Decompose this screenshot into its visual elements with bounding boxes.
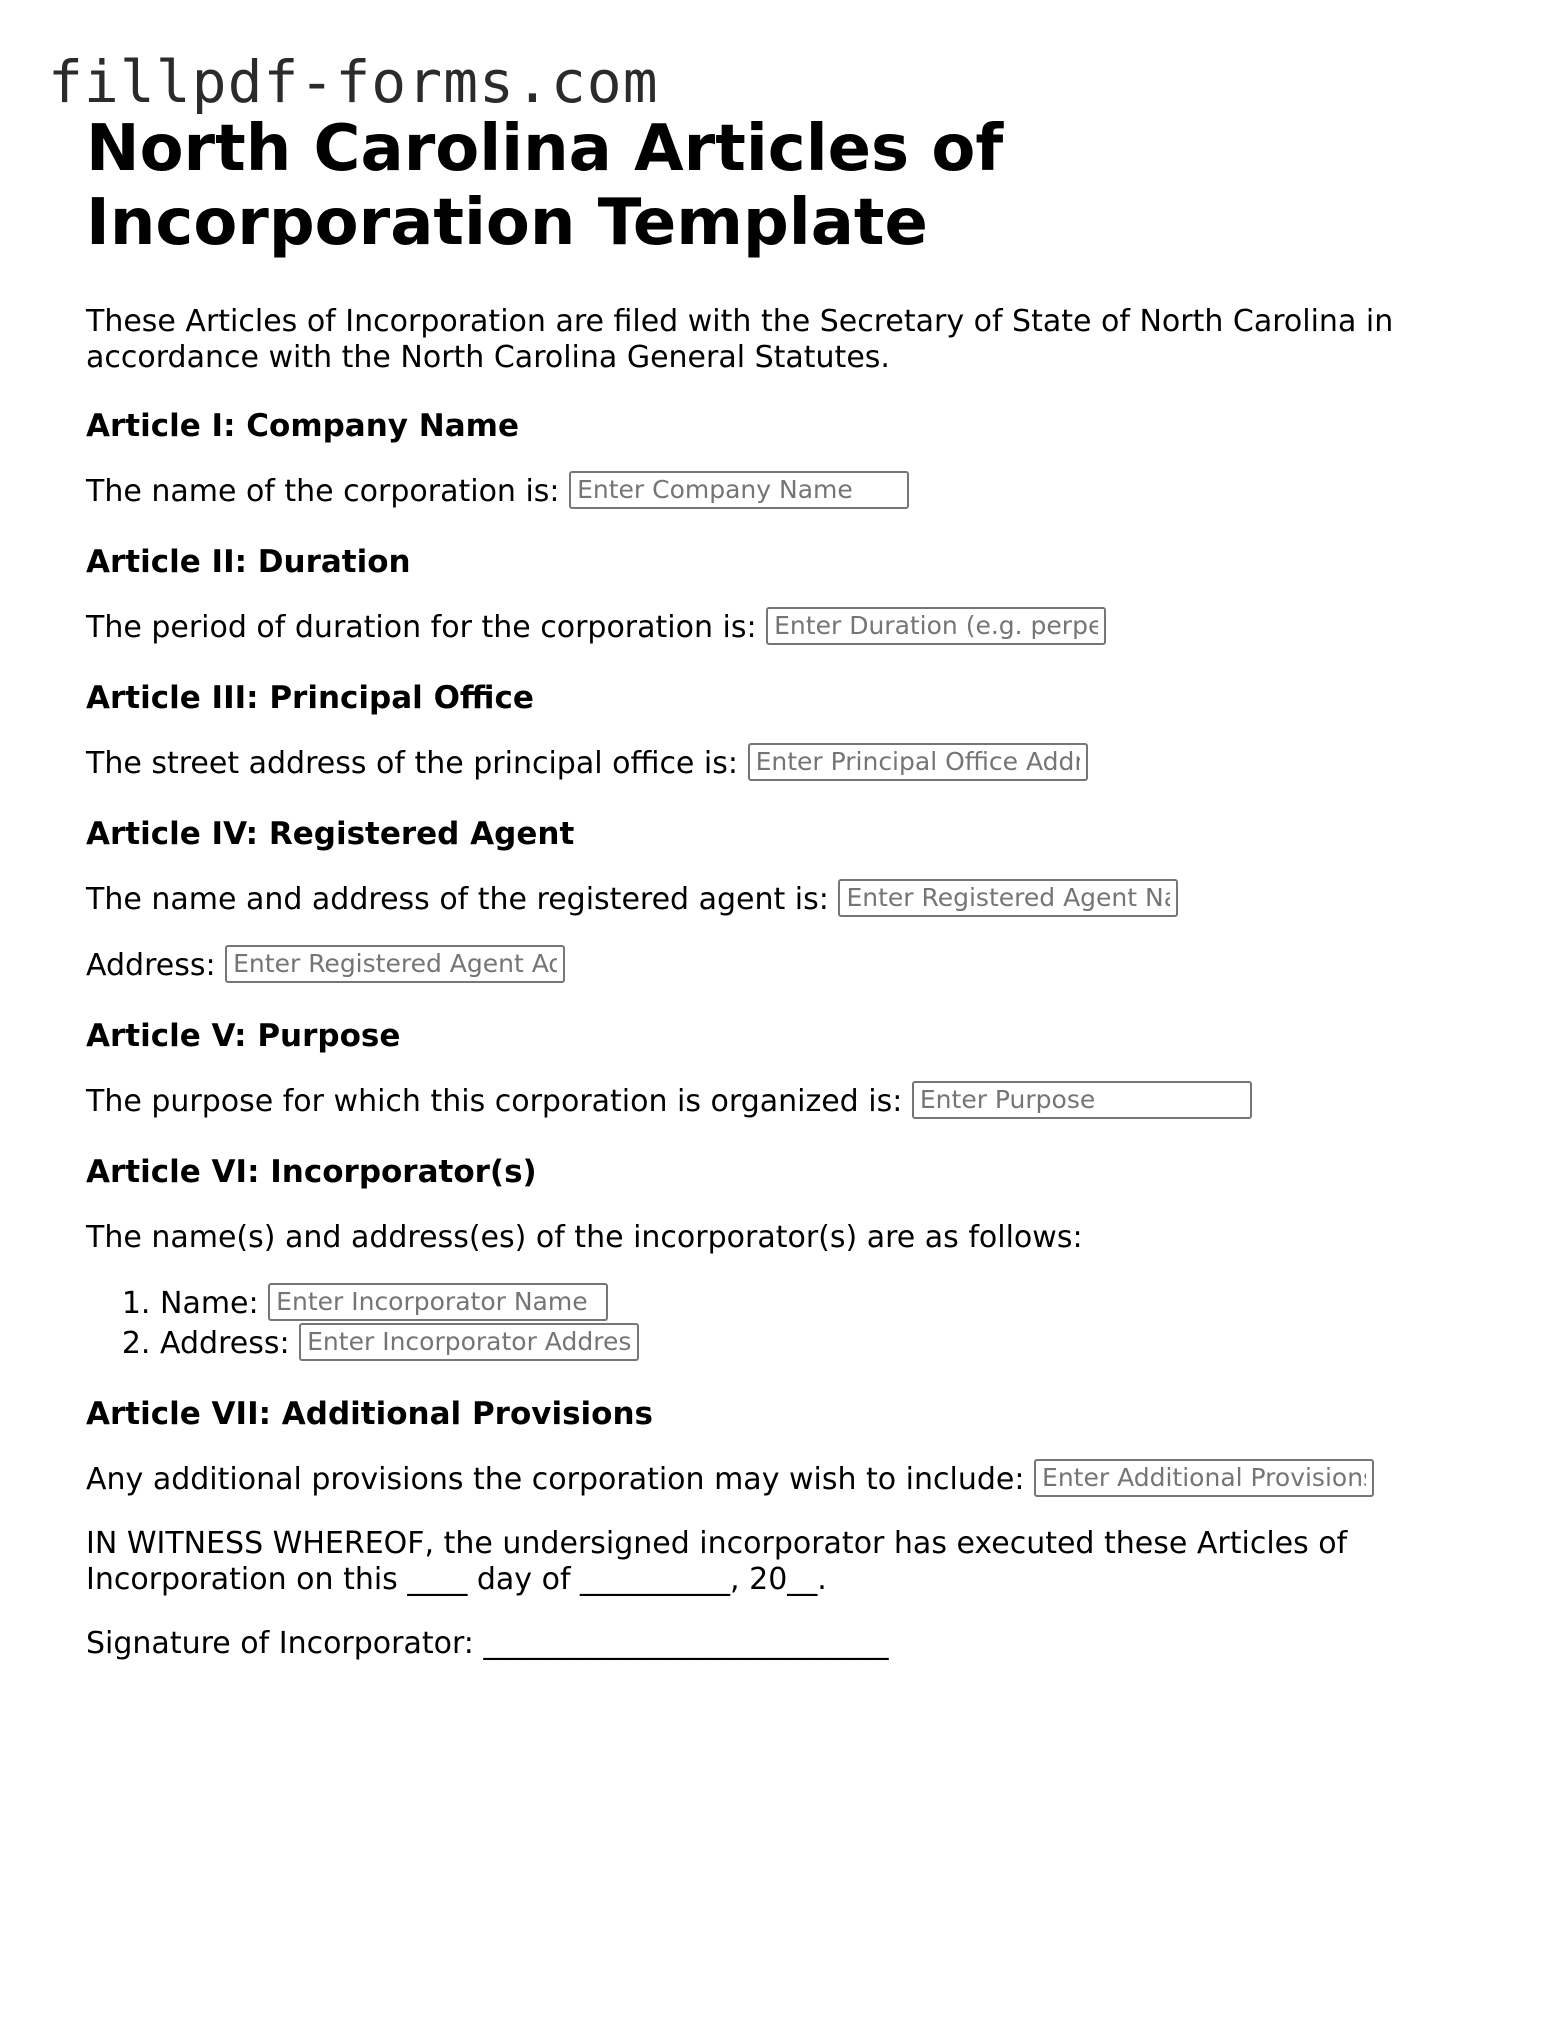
incorporator-address-label: Address: — [160, 1326, 290, 1361]
list-item — [160, 1284, 1506, 1324]
article-7-line — [86, 1460, 1506, 1500]
principal-office-label: The street address of the principal office is: — [86, 746, 739, 781]
article-2-line — [86, 608, 1506, 648]
article-4-address-line — [86, 946, 1506, 986]
purpose-label: The purpose for which this corporation is organized is: — [86, 1084, 903, 1119]
registered-agent-address-label: Address: — [86, 948, 216, 983]
article-5-line — [86, 1082, 1506, 1122]
witness-paragraph: IN WITNESS WHEREOF, the undersigned incorporator has executed these Articles of Incorporation on this ____ day of __________, 20__. — [86, 1526, 1348, 1597]
article-3-heading: Article III: Principal Office — [86, 680, 534, 716]
purpose-input[interactable] — [912, 1081, 1252, 1119]
additional-provisions-label: Any additional provisions the corporation may wish to include: — [86, 1462, 1025, 1497]
article-4-heading: Article IV: Registered Agent — [86, 816, 575, 852]
article-6-heading: Article VI: Incorporator(s) — [86, 1154, 537, 1190]
article-6-line: The name(s) and address(es) of the incorporator(s) are as follows: — [86, 1220, 1083, 1255]
article-7-heading: Article VII: Additional Provisions — [86, 1396, 653, 1432]
article-1-line — [86, 472, 1506, 512]
article-1-heading: Article I: Company Name — [86, 408, 519, 444]
watermark-text: fillpdf-forms.com — [48, 48, 659, 116]
article-5-heading: Article V: Purpose — [86, 1018, 401, 1054]
registered-agent-address-input[interactable] — [225, 945, 565, 983]
intro-paragraph: These Articles of Incorporation are filed with the Secretary of State of North Carolina in accordance with the North Carolina General Statutes. — [86, 304, 1394, 375]
article-3-line — [86, 744, 1506, 784]
signature-line: Signature of Incorporator: ___________________________ — [86, 1626, 889, 1661]
article-4-line — [86, 880, 1506, 920]
incorporator-address-input[interactable] — [299, 1323, 639, 1361]
principal-office-input[interactable] — [748, 743, 1088, 781]
form-document — [86, 112, 1506, 1664]
incorporator-list — [86, 1284, 1506, 1364]
list-item — [160, 1324, 1506, 1364]
duration-label: The period of duration for the corporation is: — [86, 610, 757, 645]
article-2-heading: Article II: Duration — [86, 544, 411, 580]
company-name-input[interactable] — [569, 471, 909, 509]
company-name-label: The name of the corporation is: — [86, 474, 560, 509]
registered-agent-label: The name and address of the registered agent is: — [86, 882, 829, 917]
registered-agent-name-input[interactable] — [838, 879, 1178, 917]
incorporator-name-input[interactable] — [268, 1283, 608, 1321]
incorporator-name-label: Name: — [160, 1286, 259, 1321]
duration-input[interactable] — [766, 607, 1106, 645]
page-title: North Carolina Articles of Incorporation Template — [86, 112, 1004, 260]
additional-provisions-input[interactable] — [1034, 1459, 1374, 1497]
